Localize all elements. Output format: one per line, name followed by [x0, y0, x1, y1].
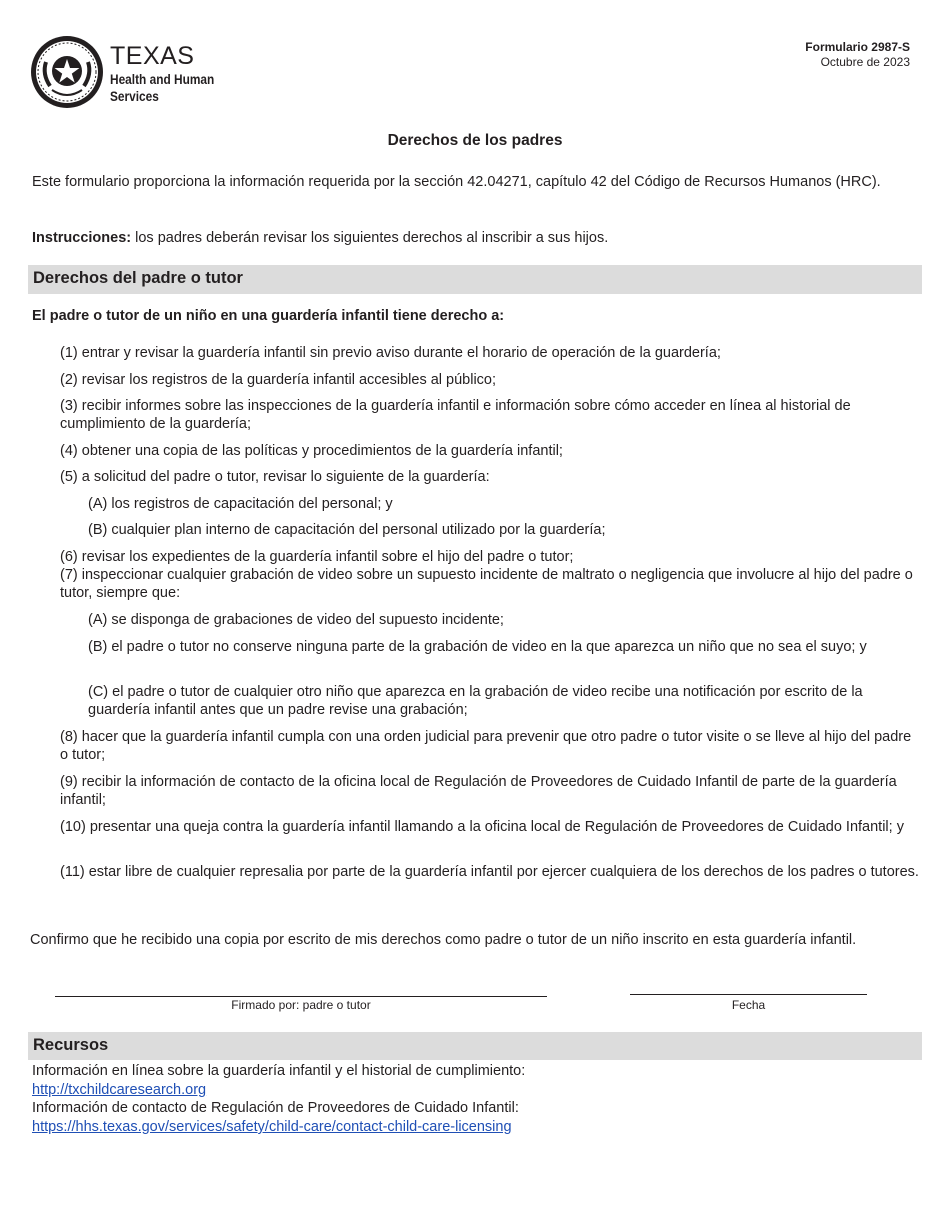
rights-lead: El padre o tutor de un niño en una guardería infantil tiene derecho a:: [32, 308, 505, 324]
date-label: Fecha: [731, 998, 766, 1012]
form-date: Octubre de 2023: [820, 55, 910, 69]
right-item-7c: (C) el padre o tutor de cualquier otro niño que aparezca en la grabación de video recibe una notificación por escrito de la guardería infantil antes que un padre revise una grabación;: [88, 684, 863, 718]
right-item-7: (7) inspeccionar cualquier grabación de video sobre un supuesto incidente de maltrato o negligencia que involucre al hijo del padre o tutor, siempre que:: [60, 567, 913, 601]
resources-line-1: Información en línea sobre la guardería infantil y el historial de cumplimiento:: [32, 1063, 526, 1079]
right-item-1: (1) entrar y revisar la guardería infantil sin previo aviso durante el horario de operación de la guardería;: [60, 345, 721, 361]
texas-seal-icon: [30, 34, 106, 112]
right-item-5b: (B) cualquier plan interno de capacitación del personal utilizado por la guardería;: [88, 522, 606, 538]
logo-texas: TEXAS: [110, 42, 195, 70]
signature-line[interactable]: [55, 996, 547, 997]
right-item-10: (10) presentar una queja contra la guardería infantil llamando a la oficina local de Regulación de Proveedores de Cuidado Infantil; y: [60, 819, 904, 835]
section-heading-resources: Recursos: [28, 1032, 922, 1060]
page-title: Derechos de los padres: [387, 132, 563, 149]
right-item-8: (8) hacer que la guardería infantil cumpla con una orden judicial para prevenir que otro padre o tutor visite o se lleve al hijo del padre o tutor;: [60, 729, 912, 763]
right-item-9: (9) recibir la información de contacto de la oficina local de Regulación de Proveedores de Cuidado Infantil de parte de la guardería infantil;: [60, 774, 897, 808]
date-line[interactable]: [630, 994, 867, 995]
logo-hhs-line1: Health and Human: [110, 72, 215, 87]
intro-paragraph: Este formulario proporciona la información requerida por la sección 42.04271, capítulo 42 del Código de Recursos Humanos (HRC).: [32, 174, 881, 190]
instructions-label: Instrucciones:: [32, 230, 132, 246]
hhs-logo: [30, 34, 230, 114]
txchildcaresearch-link[interactable]: http://txchildcaresearch.org: [32, 1082, 207, 1098]
right-item-5a: (A) los registros de capacitación del personal; y: [88, 496, 393, 512]
instructions-text: los padres deberán revisar los siguientes derechos al inscribir a sus hijos.: [131, 230, 609, 246]
right-item-7b: (B) el padre o tutor no conserve ninguna parte de la grabación de video en la que aparezca un niño que no sea el suyo; y: [88, 639, 867, 655]
signature-label: Firmado por: padre o tutor: [231, 998, 371, 1012]
right-item-4: (4) obtener una copia de las políticas y procedimientos de la guardería infantil;: [60, 443, 563, 459]
right-item-5: (5) a solicitud del padre o tutor, revisar lo siguiente de la guardería:: [60, 469, 490, 485]
instructions-paragraph: [32, 229, 912, 247]
section-heading-rights: Derechos del padre o tutor: [28, 265, 922, 294]
logo-hhs-line2: Services: [110, 89, 159, 104]
right-item-3: (3) recibir informes sobre las inspecciones de la guardería infantil e información sobre cómo acceder en línea al historial de cumplimiento de la guardería;: [60, 398, 851, 432]
resources-link-1-wrap: [32, 1081, 206, 1099]
child-care-licensing-link[interactable]: https://hhs.texas.gov/services/safety/child-care/contact-child-care-licensing: [32, 1119, 512, 1135]
right-item-11: (11) estar libre de cualquier represalia por parte de la guardería infantil por ejercer cualquiera de los derechos de los padres o tutores.: [60, 864, 919, 880]
confirmation-statement: Confirmo que he recibido una copia por escrito de mis derechos como padre o tutor de un niño inscrito en esta guardería infantil.: [30, 932, 857, 948]
right-item-7a: (A) se disponga de grabaciones de video del supuesto incidente;: [88, 612, 504, 628]
right-item-6: (6) revisar los expedientes de la guardería infantil sobre el hijo del padre o tutor;: [60, 549, 574, 565]
right-item-2: (2) revisar los registros de la guardería infantil accesibles al público;: [60, 372, 497, 388]
resources-line-2: Información de contacto de Regulación de Proveedores de Cuidado Infantil:: [32, 1100, 519, 1116]
form-number: Formulario 2987-S: [805, 40, 910, 54]
form-identifier: [805, 40, 910, 70]
resources-link-2-wrap: [32, 1118, 512, 1136]
